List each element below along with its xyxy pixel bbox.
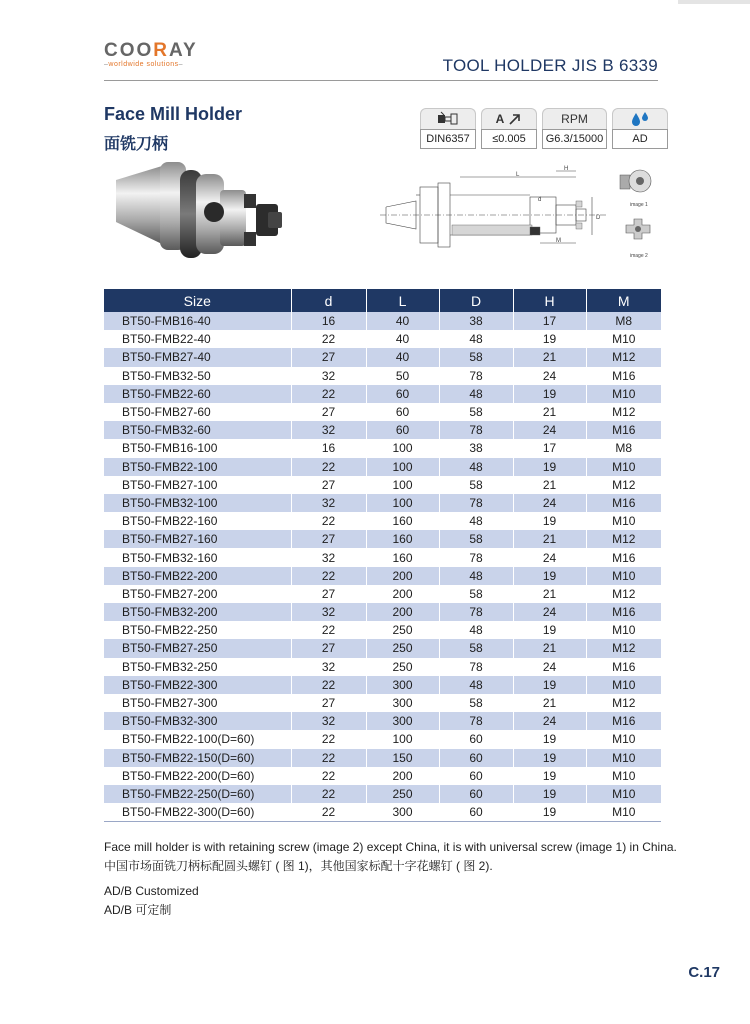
- cell-D: 48: [439, 621, 513, 639]
- cell-d: 22: [291, 621, 366, 639]
- cell-M: M12: [586, 639, 661, 657]
- spec-value: ≤0.005: [481, 129, 537, 149]
- dimensions-table: [104, 289, 661, 822]
- cell-D: 60: [439, 785, 513, 803]
- cell-L: 300: [366, 803, 439, 822]
- col-header-H: H: [513, 289, 586, 312]
- cell-size: BT50-FMB22-60: [104, 385, 291, 403]
- cell-D: 60: [439, 803, 513, 822]
- table-row: [104, 494, 661, 512]
- cell-size: BT50-FMB32-60: [104, 421, 291, 439]
- cell-H: 19: [513, 458, 586, 476]
- spec-value: DIN6357: [420, 129, 476, 149]
- arrow-up-right-icon: [508, 113, 522, 125]
- technical-drawing: [380, 165, 610, 255]
- cell-L: 250: [366, 785, 439, 803]
- page-number: C.17: [688, 964, 720, 981]
- cell-M: M10: [586, 767, 661, 785]
- cell-M: M10: [586, 621, 661, 639]
- cell-D: 58: [439, 348, 513, 366]
- table-row: [104, 585, 661, 603]
- table-row: [104, 421, 661, 439]
- cell-size: BT50-FMB22-100: [104, 458, 291, 476]
- cell-L: 200: [366, 585, 439, 603]
- cell-H: 19: [513, 803, 586, 822]
- cell-D: 78: [439, 494, 513, 512]
- col-header-L: L: [366, 289, 439, 312]
- cell-d: 32: [291, 548, 366, 566]
- table-row: [104, 312, 661, 330]
- table-row: [104, 548, 661, 566]
- cell-L: 60: [366, 421, 439, 439]
- image-1-label: image 1: [630, 202, 648, 208]
- table-row: [104, 803, 661, 822]
- cell-size: BT50-FMB32-200: [104, 603, 291, 621]
- cell-d: 22: [291, 803, 366, 822]
- cell-d: 22: [291, 512, 366, 530]
- cell-D: 78: [439, 712, 513, 730]
- table-row: [104, 403, 661, 421]
- cell-L: 160: [366, 548, 439, 566]
- cell-size: BT50-FMB27-160: [104, 530, 291, 548]
- cell-M: M12: [586, 476, 661, 494]
- cell-L: 100: [366, 476, 439, 494]
- cell-d: 22: [291, 749, 366, 767]
- cell-H: 17: [513, 312, 586, 330]
- table-row: [104, 385, 661, 403]
- cell-d: 16: [291, 439, 366, 457]
- cell-D: 48: [439, 458, 513, 476]
- table-row: [104, 476, 661, 494]
- cell-d: 22: [291, 676, 366, 694]
- cell-H: 24: [513, 658, 586, 676]
- screw-images: [612, 165, 662, 265]
- cell-H: 19: [513, 785, 586, 803]
- cell-L: 60: [366, 385, 439, 403]
- logo-tagline: –worldwide solutions–: [104, 61, 184, 68]
- cell-M: M10: [586, 458, 661, 476]
- cell-size: BT50-FMB22-200(D=60): [122, 768, 255, 783]
- cell-L: 300: [366, 676, 439, 694]
- coolant-drops-icon: [629, 111, 651, 127]
- cell-size: BT50-FMB32-100: [104, 494, 291, 512]
- cell-d: 32: [291, 603, 366, 621]
- spec-runout: [481, 108, 537, 149]
- universal-screw-image: [620, 170, 651, 208]
- col-header-d: d: [291, 289, 366, 312]
- cell-H: 24: [513, 712, 586, 730]
- table-row: [104, 330, 661, 348]
- cell-H: 21: [513, 403, 586, 421]
- cell-M: M8: [586, 312, 661, 330]
- cell-D: 60: [439, 749, 513, 767]
- cell-M: M12: [586, 348, 661, 366]
- cell-size: BT50-FMB32-300: [104, 712, 291, 730]
- cell-H: 19: [513, 676, 586, 694]
- table-row: [104, 694, 661, 712]
- cell-M: M12: [586, 585, 661, 603]
- cell-L: 160: [366, 530, 439, 548]
- cell-d: 27: [291, 348, 366, 366]
- cell-size: BT50-FMB22-250: [122, 623, 218, 638]
- cell-M: M10: [586, 385, 661, 403]
- cell-D: 60: [439, 767, 513, 785]
- table-row: [104, 767, 661, 785]
- table-row: [104, 603, 661, 621]
- cell-size: BT50-FMB27-200: [122, 586, 218, 601]
- cell-D: 58: [439, 585, 513, 603]
- cell-d: 22: [291, 785, 366, 803]
- cell-d: 27: [291, 403, 366, 421]
- cell-size: BT50-FMB16-40: [104, 312, 291, 330]
- cell-d: 32: [291, 658, 366, 676]
- table-row: [104, 712, 661, 730]
- cell-D: 48: [439, 676, 513, 694]
- image-2-label: image 2: [630, 253, 648, 259]
- cell-L: 200: [366, 603, 439, 621]
- table-header-row: [104, 289, 661, 312]
- cell-D: 58: [439, 639, 513, 657]
- cell-H: 19: [513, 567, 586, 585]
- cell-size: BT50-FMB22-250(D=60): [104, 785, 291, 803]
- table-row: [104, 749, 661, 767]
- cell-H: 19: [513, 749, 586, 767]
- cell-L: 300: [366, 694, 439, 712]
- cell-L: 200: [366, 567, 439, 585]
- cell-L: 100: [366, 439, 439, 457]
- product-subtitle-cn: 面铣刀柄: [104, 136, 169, 153]
- cell-D: 78: [439, 421, 513, 439]
- cell-H: 21: [513, 694, 586, 712]
- cell-L: 50: [366, 367, 439, 385]
- dim-label-L: L: [516, 172, 520, 178]
- cell-L: 60: [366, 403, 439, 421]
- dim-label-M: M: [556, 238, 561, 244]
- cell-H: 24: [513, 421, 586, 439]
- dim-label-D: D: [596, 215, 601, 221]
- cell-L: 100: [366, 494, 439, 512]
- cell-d: 27: [291, 530, 366, 548]
- cell-H: 24: [513, 367, 586, 385]
- table-row: [104, 567, 661, 585]
- cell-H: 21: [513, 639, 586, 657]
- cell-D: 58: [439, 530, 513, 548]
- cell-D: 78: [439, 548, 513, 566]
- cell-H: 19: [513, 330, 586, 348]
- cell-H: 17: [513, 439, 586, 457]
- cell-M: M10: [586, 676, 661, 694]
- cell-d: 22: [291, 458, 366, 476]
- cell-M: M16: [586, 421, 661, 439]
- cell-L: 100: [366, 458, 439, 476]
- cell-D: 48: [439, 330, 513, 348]
- cell-size: BT50-FMB32-250: [122, 659, 218, 674]
- cell-H: 19: [513, 730, 586, 748]
- cell-M: M10: [586, 730, 661, 748]
- cell-size: BT50-FMB22-200: [104, 567, 291, 585]
- cell-L: 160: [366, 512, 439, 530]
- cell-M: M8: [586, 439, 661, 457]
- table-row: [104, 621, 661, 639]
- spec-balance-standard: [420, 108, 476, 149]
- cell-D: 78: [439, 658, 513, 676]
- cell-M: M16: [586, 494, 661, 512]
- table-row: [104, 785, 661, 803]
- spec-rpm: [542, 108, 607, 149]
- table-row: [104, 512, 661, 530]
- cell-D: 58: [439, 476, 513, 494]
- retaining-screw-image: [626, 219, 650, 259]
- cell-M: M12: [586, 530, 661, 548]
- cell-M: M10: [586, 749, 661, 767]
- cell-D: 60: [439, 730, 513, 748]
- cell-M: M10: [586, 512, 661, 530]
- cell-M: M16: [586, 712, 661, 730]
- clamp-tool-icon: [435, 111, 461, 127]
- cell-d: 27: [291, 639, 366, 657]
- cell-size: BT50-FMB22-300(D=60): [104, 803, 291, 822]
- cell-D: 38: [439, 312, 513, 330]
- cell-d: 32: [291, 712, 366, 730]
- cell-size: BT50-FMB27-40: [104, 348, 291, 366]
- cell-M: M10: [586, 567, 661, 585]
- cell-d: 27: [291, 476, 366, 494]
- dim-label-d: d: [538, 197, 542, 203]
- cell-L: 100: [366, 730, 439, 748]
- product-title: Face Mill Holder: [104, 104, 243, 124]
- cell-M: M12: [586, 694, 661, 712]
- cell-size: BT50-FMB22-150(D=60): [104, 749, 291, 767]
- cell-M: M10: [586, 803, 661, 822]
- spec-coolant: [612, 108, 668, 149]
- col-header-M: M: [586, 289, 661, 312]
- cell-M: M10: [586, 330, 661, 348]
- cell-M: M16: [586, 603, 661, 621]
- cell-H: 21: [513, 585, 586, 603]
- cell-d: 22: [291, 567, 366, 585]
- spec-value: AD: [612, 129, 668, 149]
- cell-d: 32: [291, 421, 366, 439]
- cell-D: 78: [439, 367, 513, 385]
- corner-tab: [678, 0, 750, 4]
- table-row: [104, 639, 661, 657]
- table-row: [104, 658, 661, 676]
- cell-D: 78: [439, 603, 513, 621]
- logo-wordmark: COORAY: [104, 40, 198, 61]
- cell-d: 27: [291, 585, 366, 603]
- cell-M: M12: [586, 403, 661, 421]
- cell-L: 250: [366, 639, 439, 657]
- cell-size: BT50-FMB32-160: [122, 550, 218, 565]
- cell-L: 150: [366, 749, 439, 767]
- note-screw-cn: 中国市场面铣刀柄标配圆头螺钉 ( 图 1)，其他国家标配十字花螺钉 ( 图 2).: [104, 859, 493, 873]
- spec-label: RPM: [542, 108, 607, 129]
- cell-H: 19: [513, 621, 586, 639]
- cell-d: 22: [291, 330, 366, 348]
- cell-M: M10: [586, 785, 661, 803]
- spec-boxes: [420, 108, 668, 149]
- cell-M: M16: [586, 548, 661, 566]
- product-photo: [110, 152, 300, 284]
- cell-L: 40: [366, 330, 439, 348]
- cell-size: BT50-FMB22-100(D=60): [122, 732, 255, 747]
- cell-H: 21: [513, 530, 586, 548]
- cell-D: 58: [439, 403, 513, 421]
- cell-d: 22: [291, 385, 366, 403]
- cell-H: 24: [513, 494, 586, 512]
- cell-size: BT50-FMB27-250: [104, 639, 291, 657]
- cell-D: 48: [439, 567, 513, 585]
- cell-D: 58: [439, 694, 513, 712]
- cell-H: 19: [513, 385, 586, 403]
- cell-size: BT50-FMB22-300: [104, 676, 291, 694]
- cell-L: 250: [366, 658, 439, 676]
- cell-d: 32: [291, 367, 366, 385]
- cell-M: M16: [586, 658, 661, 676]
- cell-d: 22: [291, 767, 366, 785]
- doc-title: TOOL HOLDER JIS B 6339: [442, 56, 658, 75]
- cell-H: 19: [513, 767, 586, 785]
- cell-size: BT50-FMB27-100: [122, 477, 218, 492]
- cell-L: 40: [366, 348, 439, 366]
- table-row: [104, 730, 661, 748]
- cell-d: 27: [291, 694, 366, 712]
- cell-size: BT50-FMB27-60: [122, 405, 211, 420]
- col-header-D: D: [439, 289, 513, 312]
- cell-L: 250: [366, 621, 439, 639]
- cell-d: 22: [291, 730, 366, 748]
- spec-top: [420, 108, 476, 129]
- table-row: [104, 458, 661, 476]
- cell-H: 21: [513, 476, 586, 494]
- cell-H: 21: [513, 348, 586, 366]
- cell-D: 48: [439, 512, 513, 530]
- table-row: [104, 439, 661, 457]
- cell-size: BT50-FMB32-50: [122, 368, 211, 383]
- dim-label-H: H: [564, 166, 569, 172]
- note-customized-cn: AD/B 可定制: [104, 903, 172, 917]
- cell-H: 19: [513, 512, 586, 530]
- cell-L: 300: [366, 712, 439, 730]
- cell-d: 32: [291, 494, 366, 512]
- cell-L: 200: [366, 767, 439, 785]
- cell-size: BT50-FMB22-160: [122, 514, 218, 529]
- cell-H: 24: [513, 548, 586, 566]
- spec-label: A: [495, 112, 505, 126]
- cell-d: 16: [291, 312, 366, 330]
- note-customized-en: AD/B Customized: [104, 884, 199, 898]
- cell-size: BT50-FMB27-300: [122, 696, 218, 711]
- cell-H: 24: [513, 603, 586, 621]
- cell-D: 48: [439, 385, 513, 403]
- table-row: [104, 348, 661, 366]
- note-screw-en: Face mill holder is with retaining screw (image 2) except China, it is with universal screw (image 1) in China.: [104, 840, 677, 854]
- table-row: [104, 676, 661, 694]
- spec-top: [481, 108, 537, 129]
- col-header-size: Size: [104, 289, 291, 312]
- cell-L: 40: [366, 312, 439, 330]
- spec-top: [612, 108, 668, 129]
- cell-size: BT50-FMB22-40: [122, 332, 211, 347]
- spec-value: G6.3/15000: [542, 129, 607, 149]
- cell-D: 38: [439, 439, 513, 457]
- cell-size: BT50-FMB16-100: [122, 441, 218, 456]
- cell-M: M16: [586, 367, 661, 385]
- table-row: [104, 367, 661, 385]
- table-row: [104, 530, 661, 548]
- brand-logo: [104, 40, 198, 68]
- header-divider: [104, 80, 658, 81]
